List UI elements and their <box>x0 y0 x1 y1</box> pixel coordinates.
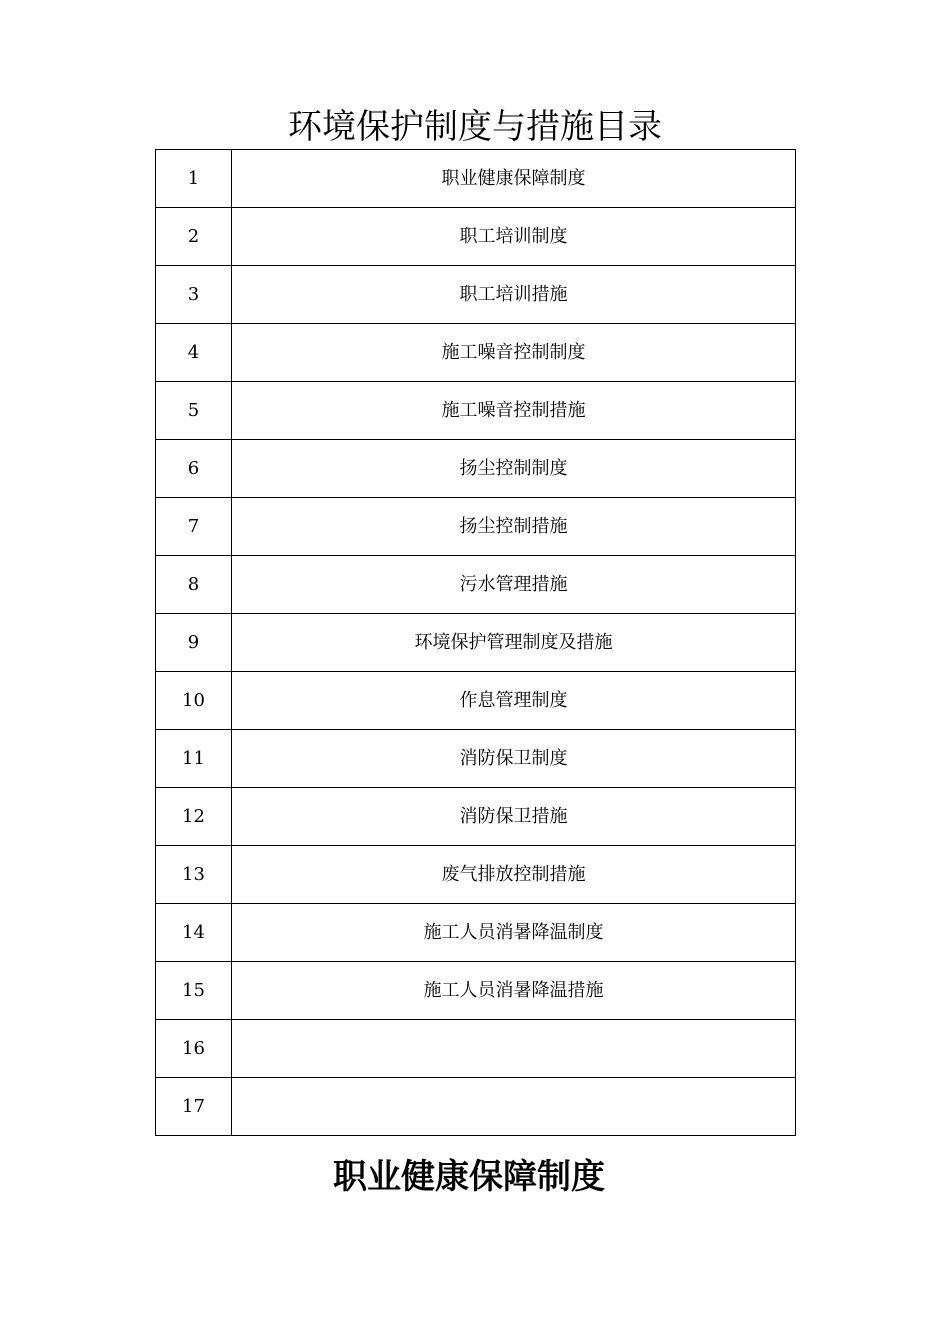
toc-row-number: 10 <box>156 672 232 730</box>
toc-row-number: 5 <box>156 382 232 440</box>
table-row <box>156 556 796 614</box>
toc-row-number: 14 <box>156 904 232 962</box>
toc-row-title: 环境保护管理制度及措施 <box>232 614 796 672</box>
toc-row-title: 消防保卫制度 <box>232 730 796 788</box>
table-row <box>156 1020 796 1078</box>
toc-row-title: 施工人员消暑降温制度 <box>232 904 796 962</box>
toc-row-number: 2 <box>156 208 232 266</box>
toc-row-number: 6 <box>156 440 232 498</box>
table-row <box>156 208 796 266</box>
toc-row-title: 职工培训制度 <box>232 208 796 266</box>
toc-row-title: 污水管理措施 <box>232 556 796 614</box>
toc-row-number: 9 <box>156 614 232 672</box>
toc-row-number: 12 <box>156 788 232 846</box>
toc-row-title <box>232 1020 796 1078</box>
toc-row-title <box>232 1078 796 1136</box>
toc-row-number: 3 <box>156 266 232 324</box>
table-row <box>156 1078 796 1136</box>
toc-row-number: 4 <box>156 324 232 382</box>
toc-row-number: 7 <box>156 498 232 556</box>
toc-row-number: 11 <box>156 730 232 788</box>
toc-row-title: 作息管理制度 <box>232 672 796 730</box>
table-row <box>156 150 796 208</box>
table-row <box>156 730 796 788</box>
toc-row-title: 扬尘控制制度 <box>232 440 796 498</box>
table-row <box>156 382 796 440</box>
document-title: 环境保护制度与措施目录 <box>288 107 662 147</box>
toc-row-title: 施工噪音控制制度 <box>232 324 796 382</box>
table-row <box>156 846 796 904</box>
table-row <box>156 904 796 962</box>
toc-row-title: 施工噪音控制措施 <box>232 382 796 440</box>
table-row <box>156 614 796 672</box>
table-row <box>156 788 796 846</box>
toc-row-number: 17 <box>156 1078 232 1136</box>
toc-row-title: 扬尘控制措施 <box>232 498 796 556</box>
toc-row-number: 15 <box>156 962 232 1020</box>
toc-row-number: 13 <box>156 846 232 904</box>
toc-table <box>155 149 796 1136</box>
toc-row-number: 1 <box>156 150 232 208</box>
table-row <box>156 440 796 498</box>
table-row <box>156 498 796 556</box>
toc-row-number: 16 <box>156 1020 232 1078</box>
toc-row-title: 消防保卫措施 <box>232 788 796 846</box>
toc-table-body <box>156 150 796 1136</box>
table-row <box>156 672 796 730</box>
toc-row-number: 8 <box>156 556 232 614</box>
table-row <box>156 962 796 1020</box>
toc-row-title: 施工人员消暑降温措施 <box>232 962 796 1020</box>
table-row <box>156 266 796 324</box>
toc-row-title: 职业健康保障制度 <box>232 150 796 208</box>
table-row <box>156 324 796 382</box>
section-heading: 职业健康保障制度 <box>333 1157 605 1197</box>
toc-row-title: 职工培训措施 <box>232 266 796 324</box>
toc-row-title: 废气排放控制措施 <box>232 846 796 904</box>
